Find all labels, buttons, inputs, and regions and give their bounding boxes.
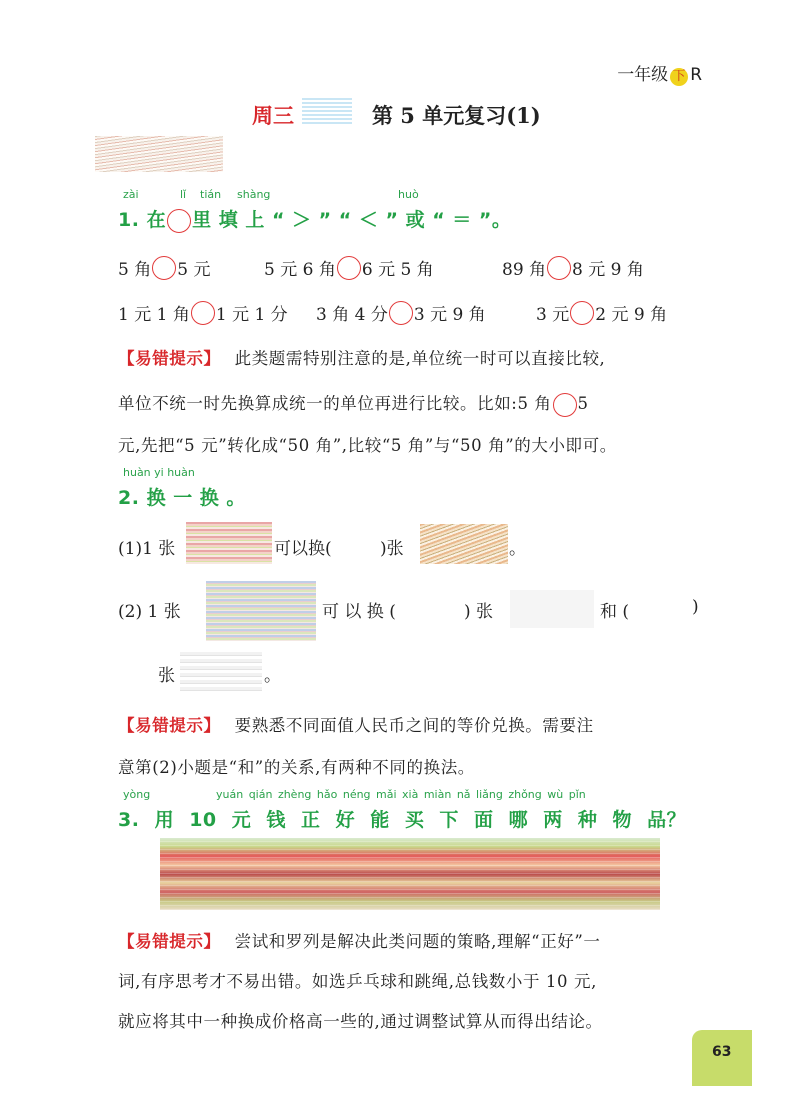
compare-item	[264, 255, 434, 280]
unit-title: 第 5 单元复习(1)	[372, 103, 541, 128]
pinyin-yong: yòng	[123, 788, 151, 801]
grade-prefix: 一年级	[617, 65, 669, 85]
tip-label: 【易错提示】	[118, 349, 221, 368]
q2-part1-label: (1)1 张	[118, 539, 176, 559]
question-text: 换 一 换 。	[146, 487, 246, 509]
question-text: 用 10 元 钱 正 好 能 买 下 面 哪 两 种 物 品？	[154, 809, 687, 831]
question-text-part: 里 填 上 “ ＞ ” “ ＜ ” 或 “ ＝ ”。	[192, 209, 512, 231]
example-circle	[553, 393, 577, 417]
tip-block-3	[118, 928, 601, 952]
tip-text: 元,先把“5 元”转化成“50 角”,比较“5 角”与“50 角”的大小即可。	[118, 436, 617, 455]
pinyin-tian: tián	[200, 188, 222, 201]
question-number: 2.	[118, 487, 140, 509]
answer-circle[interactable]	[389, 301, 413, 325]
compare-item	[316, 300, 486, 325]
pinyin-li: lǐ	[180, 188, 187, 201]
answer-circle[interactable]	[167, 209, 191, 233]
answer-circle[interactable]	[152, 256, 176, 280]
grade-suffix: R	[690, 65, 702, 85]
compare-left: 3 角 4 分	[316, 305, 388, 325]
tip-block-2	[118, 712, 594, 736]
q2-part2-text: 可 以 换 (	[322, 602, 396, 622]
period: 。	[509, 539, 526, 559]
tip-text: 5	[577, 394, 589, 413]
compare-left: 89 角	[502, 260, 547, 280]
question-1	[118, 205, 511, 233]
answer-circle[interactable]	[547, 256, 571, 280]
tip-text: 单位不统一时先换算成统一的单位再进行比较。比如:5 角	[118, 394, 552, 413]
answer-circle[interactable]	[191, 301, 215, 325]
q2-text: 可以换(	[274, 539, 332, 559]
pinyin-q2: huàn yi huàn	[123, 466, 195, 479]
tip-block-1	[118, 345, 605, 369]
grade-label	[617, 60, 702, 86]
banknote-image	[206, 581, 316, 641]
compare-right: 6 元 5 角	[361, 260, 434, 280]
q2-part1-text: )张	[380, 539, 404, 559]
page-number: 63	[712, 1044, 732, 1060]
q2-part2-label: (2) 1 张	[118, 602, 181, 622]
compare-item	[502, 255, 644, 280]
compare-left: 5 元 6 角	[264, 260, 336, 280]
tip-text: 尝试和罗列是解决此类问题的策略,理解“正好”一	[234, 932, 601, 951]
header-decoration-image	[95, 136, 223, 172]
products-image	[160, 838, 660, 910]
compare-left: 5 角	[118, 260, 152, 280]
question-3	[118, 805, 686, 832]
compare-right: 5 元	[177, 260, 211, 280]
answer-circle[interactable]	[570, 301, 594, 325]
tip-line	[118, 390, 589, 417]
compare-left: 3 元	[536, 305, 570, 325]
banknote-image	[186, 522, 272, 564]
q2-part2-text: ) 张	[464, 602, 494, 622]
day-decoration	[302, 98, 352, 124]
period: 。	[264, 666, 281, 686]
q2-part1-text	[274, 534, 332, 559]
question-number: 3.	[118, 809, 140, 831]
grade-mark-badge: 下	[670, 68, 688, 86]
answer-blank[interactable]	[335, 534, 375, 558]
coin-image	[510, 590, 594, 628]
tip-line: 词,有序思考才不易出错。如选乒乓球和跳绳,总钱数小于 10 元,	[118, 972, 597, 991]
tip-label: 【易错提示】	[118, 716, 221, 735]
tip-line: 就应将其中一种换成价格高一些的,通过调整试算从而得出结论。	[118, 1012, 603, 1031]
question-number: 1.	[118, 209, 140, 231]
pinyin-q3: yuán qián zhèng hǎo néng mǎi xià miàn nǎ liǎng zhǒng wù pǐn	[216, 788, 586, 801]
q2-part2-text: 和 (	[600, 602, 630, 622]
tip-line	[118, 432, 617, 456]
answer-circle[interactable]	[337, 256, 361, 280]
compare-right: 2 元 9 角	[595, 305, 668, 325]
compare-right: 8 元 9 角	[572, 260, 644, 280]
answer-blank[interactable]	[640, 597, 690, 621]
compare-left: 1 元 1 角	[118, 305, 190, 325]
tip-text: 此类题需特别注意的是,单位统一时可以直接比较,	[234, 349, 606, 368]
question-text-part: 在	[146, 209, 167, 231]
q2-part2-text: 张	[158, 666, 175, 686]
pinyin-zai: zài	[123, 188, 139, 201]
pinyin-huo: huò	[398, 188, 419, 201]
question-2	[118, 483, 246, 510]
q2-part2-text: )	[692, 597, 699, 617]
coin-image	[180, 652, 262, 694]
compare-item	[118, 300, 288, 325]
compare-right: 3 元 9 角	[413, 305, 486, 325]
tip-text: 要熟悉不同面值人民币之间的等价兑换。需要注	[234, 716, 594, 735]
pinyin-shang: shàng	[237, 188, 271, 201]
compare-right: 1 元 1 分	[215, 305, 288, 325]
tip-line: 意第(2)小题是“和”的关系,有两种不同的换法。	[118, 758, 475, 777]
day-title: 周三	[252, 104, 294, 128]
tip-label: 【易错提示】	[118, 932, 221, 951]
compare-item	[536, 300, 667, 325]
compare-item	[118, 255, 210, 280]
answer-blank[interactable]	[412, 597, 462, 621]
banknote-image	[420, 524, 508, 564]
